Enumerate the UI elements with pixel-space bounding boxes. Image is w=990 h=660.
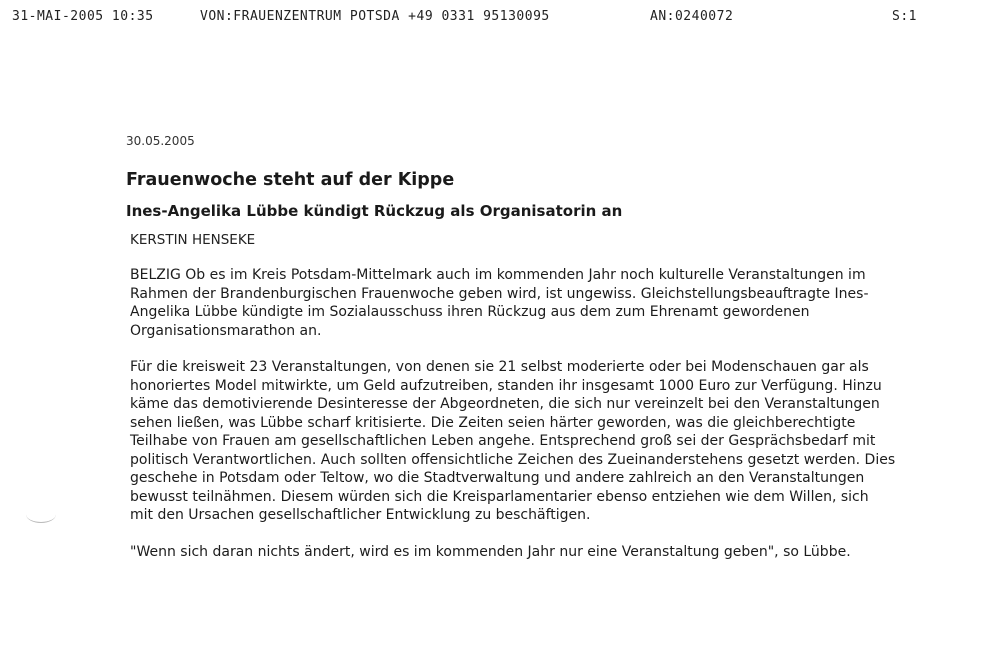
dateline-place: BELZIG bbox=[130, 267, 181, 283]
article bbox=[126, 134, 896, 579]
fax-date: 31-MAI-2005 10:35 bbox=[12, 9, 154, 24]
fax-sender: VON:FRAUENZENTRUM POTSDA +49 0331 95130095 bbox=[200, 9, 550, 24]
article-date: 30.05.2005 bbox=[126, 134, 195, 148]
paragraph-1-text: Ob es im Kreis Potsdam-Mittelmark auch im kommenden Jahr noch kulturelle Veranstaltungen im Rahmen der Brandenburgischen Frauenwoche geben wird, ist ungewiss. Gleichstellungsbeauftragte Ines-Angelika Lübbe kündigte im Sozialausschuss ihren Rückzug aus dem zum Ehrenamt gewordenen Organisationsmarathon an. bbox=[130, 267, 869, 339]
fax-recipient: AN:0240072 bbox=[650, 9, 734, 24]
article-subheadline: Ines-Angelika Lübbe kündigt Rückzug als Organisatorin an bbox=[126, 202, 623, 220]
scan-smudge bbox=[26, 506, 56, 523]
article-paragraph-2: Für die kreisweit 23 Veranstaltungen, von denen sie 21 selbst moderierte oder bei Modenschauen gar als honoriertes Model mitwirkte, um Geld aufzutreiben, standen ihr insgesamt 1000 Euro zur Verfügung. Hinzu käme das demotivierende Desinteresse der Abgeordneten, die sich nur vereinzelt bei den Veranstaltungen sehen ließen, was Lübbe scharf kritisierte. Die Zeiten seien härter geworden, was die gleichberechtigte Teilhabe von Frauen am gesellschaftlichen Leben angehe. Entsprechend groß sei der Gesprächsbedarf mit politisch Verantwortlichen. Auch sollten offensichtliche Zeichen des Zueinanderstehens gesetzt werden. Dies geschehe in Potsdam oder Teltow, wo die Stadtverwaltung und andere zahlreich an den Veranstaltungen bewusst teilnähmen. Diesem würden sich die Kreisparlamentarier ebenso entziehen wie dem Willen, sich mit den Ursachen gesellschaftlicher Entwicklung zu beschäftigen. bbox=[130, 359, 896, 523]
article-headline: Frauenwoche steht auf der Kippe bbox=[126, 170, 455, 190]
article-author: KERSTIN HENSEKE bbox=[130, 232, 256, 248]
article-paragraph-3: "Wenn sich daran nichts ändert, wird es im kommenden Jahr nur eine Veranstaltung geben", so Lübbe. bbox=[130, 543, 851, 560]
fax-page-number: S:1 bbox=[892, 9, 917, 24]
article-paragraph-1 bbox=[130, 266, 896, 340]
fax-header bbox=[12, 9, 978, 27]
